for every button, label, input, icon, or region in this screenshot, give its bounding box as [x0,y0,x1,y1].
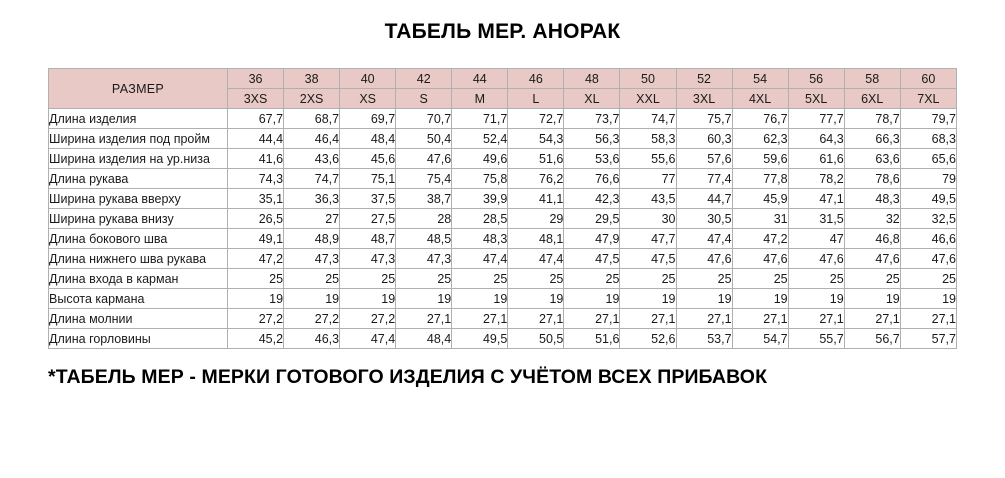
measurement-value: 19 [732,289,788,309]
measurement-value: 70,7 [396,109,452,129]
size-header-alpha: S [396,89,452,109]
size-header-numeric: 56 [788,69,844,89]
measurement-value: 75,8 [452,169,508,189]
measurement-value: 76,7 [732,109,788,129]
measurement-label: Ширина изделия на ур.низа [49,149,228,169]
measurement-value: 65,6 [900,149,956,169]
size-header-numeric: 52 [676,69,732,89]
measurement-value: 27,5 [340,209,396,229]
measurement-value: 49,5 [900,189,956,209]
table-row [49,269,957,289]
measurement-value: 77,4 [676,169,732,189]
measurement-value: 41,1 [508,189,564,209]
measurement-value: 77 [620,169,676,189]
measurement-value: 19 [508,289,564,309]
measurement-value: 76,2 [508,169,564,189]
table-row [49,289,957,309]
measurement-value: 55,6 [620,149,676,169]
measurement-value: 30 [620,209,676,229]
size-header-alpha: 4XL [732,89,788,109]
measurement-value: 25 [284,269,340,289]
table-row [49,169,957,189]
measurement-value: 48,5 [396,229,452,249]
measurement-value: 57,7 [900,329,956,349]
measurement-value: 47,9 [564,229,620,249]
measurement-value: 52,4 [452,129,508,149]
measurement-value: 55,7 [788,329,844,349]
measurement-value: 75,1 [340,169,396,189]
measurement-value: 19 [900,289,956,309]
measurement-label: Длина входа в карман [49,269,228,289]
measurement-value: 71,7 [452,109,508,129]
measurement-value: 32 [844,209,900,229]
size-header-numeric: 50 [620,69,676,89]
measurement-value: 51,6 [564,329,620,349]
size-table [48,68,957,349]
size-header-alpha: XS [340,89,396,109]
measurement-value: 58,3 [620,129,676,149]
size-header-alpha: XXL [620,89,676,109]
measurement-value: 27,1 [452,309,508,329]
measurement-value: 47,3 [340,249,396,269]
size-header-numeric: 58 [844,69,900,89]
size-header-numeric: 60 [900,69,956,89]
measurement-value: 47,3 [284,249,340,269]
measurement-value: 78,2 [788,169,844,189]
measurement-value: 47,4 [676,229,732,249]
measurement-value: 46,3 [284,329,340,349]
measurement-value: 47,5 [620,249,676,269]
measurement-value: 27,1 [620,309,676,329]
measurement-value: 19 [228,289,284,309]
measurement-value: 31,5 [788,209,844,229]
measurement-value: 35,1 [228,189,284,209]
measurement-value: 77,8 [732,169,788,189]
measurement-value: 43,6 [284,149,340,169]
measurement-value: 47,6 [676,249,732,269]
measurement-value: 47,2 [228,249,284,269]
measurement-value: 47 [788,229,844,249]
measurement-value: 47,6 [900,249,956,269]
table-body [49,109,957,349]
measurement-value: 27,2 [284,309,340,329]
measurement-value: 25 [676,269,732,289]
table-row [49,109,957,129]
size-header-numeric: 42 [396,69,452,89]
measurement-value: 25 [564,269,620,289]
measurement-value: 46,6 [900,229,956,249]
measurement-value: 19 [620,289,676,309]
size-header-alpha: M [452,89,508,109]
size-header-numeric: 38 [284,69,340,89]
measurement-value: 25 [228,269,284,289]
measurement-value: 27,1 [508,309,564,329]
measurement-value: 25 [452,269,508,289]
measurement-value: 77,7 [788,109,844,129]
measurement-value: 54,3 [508,129,564,149]
measurement-value: 45,6 [340,149,396,169]
table-row [49,209,957,229]
table-row [49,249,957,269]
measurement-value: 36,3 [284,189,340,209]
measurement-value: 44,4 [228,129,284,149]
measurement-value: 76,6 [564,169,620,189]
measurement-value: 46,4 [284,129,340,149]
measurement-value: 27,1 [396,309,452,329]
measurement-value: 47,4 [452,249,508,269]
measurement-value: 63,6 [844,149,900,169]
measurement-value: 73,7 [564,109,620,129]
measurement-value: 27,1 [676,309,732,329]
measurement-value: 54,7 [732,329,788,349]
measurement-value: 27,2 [340,309,396,329]
measurement-value: 49,1 [228,229,284,249]
measurement-value: 67,7 [228,109,284,129]
measurement-value: 25 [788,269,844,289]
table-corner-label: РАЗМЕР [49,69,228,109]
measurement-value: 19 [452,289,508,309]
measurement-value: 19 [284,289,340,309]
measurement-value: 27,1 [788,309,844,329]
table-row [49,189,957,209]
measurement-value: 47,2 [732,229,788,249]
size-header-numeric: 46 [508,69,564,89]
measurement-value: 78,7 [844,109,900,129]
size-header-numeric: 44 [452,69,508,89]
measurement-value: 48,3 [452,229,508,249]
measurement-value: 47,6 [396,149,452,169]
table-row [49,129,957,149]
measurement-value: 25 [844,269,900,289]
measurement-value: 48,9 [284,229,340,249]
measurement-value: 31 [732,209,788,229]
measurement-value: 45,2 [228,329,284,349]
measurement-value: 62,3 [732,129,788,149]
measurement-value: 46,8 [844,229,900,249]
measurement-value: 19 [396,289,452,309]
measurement-value: 25 [900,269,956,289]
size-table-container [48,68,957,349]
measurement-value: 25 [396,269,452,289]
table-header-row-numeric [49,69,957,89]
measurement-value: 25 [732,269,788,289]
measurement-value: 49,5 [452,329,508,349]
measurement-label: Длина молнии [49,309,228,329]
measurement-value: 56,7 [844,329,900,349]
measurement-value: 29,5 [564,209,620,229]
measurement-value: 27,1 [900,309,956,329]
measurement-value: 60,3 [676,129,732,149]
measurement-value: 19 [844,289,900,309]
measurement-value: 47,4 [340,329,396,349]
measurement-value: 19 [564,289,620,309]
measurement-value: 25 [508,269,564,289]
table-row [49,229,957,249]
measurement-value: 38,7 [396,189,452,209]
table-row [49,329,957,349]
measurement-value: 47,6 [732,249,788,269]
measurement-value: 51,6 [508,149,564,169]
measurement-value: 66,3 [844,129,900,149]
measurement-value: 47,6 [844,249,900,269]
measurement-value: 27,1 [844,309,900,329]
measurement-value: 75,4 [396,169,452,189]
table-header [49,69,957,109]
measurement-value: 48,7 [340,229,396,249]
measurement-value: 43,5 [620,189,676,209]
measurement-value: 47,5 [564,249,620,269]
measurement-value: 59,6 [732,149,788,169]
measurement-value: 27,1 [564,309,620,329]
measurement-value: 74,7 [284,169,340,189]
measurement-value: 44,7 [676,189,732,209]
measurement-value: 45,9 [732,189,788,209]
measurement-label: Длина горловины [49,329,228,349]
measurement-label: Длина бокового шва [49,229,228,249]
size-header-alpha: 2XS [284,89,340,109]
measurement-value: 30,5 [676,209,732,229]
document-page [0,20,1005,478]
measurement-value: 48,1 [508,229,564,249]
measurement-value: 50,4 [396,129,452,149]
measurement-value: 25 [340,269,396,289]
measurement-value: 25 [620,269,676,289]
measurement-value: 47,1 [788,189,844,209]
measurement-value: 69,7 [340,109,396,129]
measurement-value: 53,6 [564,149,620,169]
page-title: ТАБЕЛЬ МЕР. АНОРАК [384,20,621,43]
measurement-value: 68,3 [900,129,956,149]
measurement-value: 37,5 [340,189,396,209]
measurement-label: Длина рукава [49,169,228,189]
measurement-label: Высота кармана [49,289,228,309]
measurement-value: 27 [284,209,340,229]
table-row [49,149,957,169]
size-header-numeric: 40 [340,69,396,89]
measurement-value: 19 [676,289,732,309]
measurement-value: 19 [340,289,396,309]
size-header-alpha: L [508,89,564,109]
measurement-value: 48,4 [396,329,452,349]
measurement-label: Ширина рукава вверху [49,189,228,209]
measurement-value: 19 [788,289,844,309]
measurement-label: Ширина изделия под пройм [49,129,228,149]
measurement-value: 47,3 [396,249,452,269]
measurement-label: Ширина рукава внизу [49,209,228,229]
measurement-value: 26,5 [228,209,284,229]
measurement-value: 32,5 [900,209,956,229]
measurement-value: 41,6 [228,149,284,169]
measurement-value: 42,3 [564,189,620,209]
size-header-alpha: 7XL [900,89,956,109]
measurement-value: 75,7 [676,109,732,129]
measurement-value: 28,5 [452,209,508,229]
size-header-alpha: XL [564,89,620,109]
size-header-alpha: 5XL [788,89,844,109]
size-header-alpha: 3XS [228,89,284,109]
measurement-value: 74,3 [228,169,284,189]
measurement-label: Длина изделия [49,109,228,129]
measurement-value: 27,1 [732,309,788,329]
size-header-numeric: 48 [564,69,620,89]
size-header-alpha: 6XL [844,89,900,109]
measurement-value: 79 [900,169,956,189]
size-header-numeric: 36 [228,69,284,89]
measurement-value: 53,7 [676,329,732,349]
measurement-value: 52,6 [620,329,676,349]
measurement-value: 48,4 [340,129,396,149]
measurement-label: Длина нижнего шва рукава [49,249,228,269]
measurement-value: 78,6 [844,169,900,189]
measurement-value: 57,6 [676,149,732,169]
measurement-value: 56,3 [564,129,620,149]
size-header-alpha: 3XL [676,89,732,109]
measurement-value: 74,7 [620,109,676,129]
measurement-value: 39,9 [452,189,508,209]
measurement-value: 68,7 [284,109,340,129]
measurement-value: 79,7 [900,109,956,129]
measurement-value: 72,7 [508,109,564,129]
measurement-value: 28 [396,209,452,229]
measurement-value: 27,2 [228,309,284,329]
measurement-value: 50,5 [508,329,564,349]
measurement-value: 61,6 [788,149,844,169]
measurement-value: 48,3 [844,189,900,209]
measurement-value: 47,4 [508,249,564,269]
measurement-value: 49,6 [452,149,508,169]
table-row [49,309,957,329]
measurement-value: 64,3 [788,129,844,149]
measurement-value: 29 [508,209,564,229]
measurement-value: 47,6 [788,249,844,269]
footnote-text: *ТАБЕЛЬ МЕР - МЕРКИ ГОТОВОГО ИЗДЕЛИЯ С УЧЁТОМ ВСЕХ ПРИБАВОК [48,366,768,388]
measurement-value: 47,7 [620,229,676,249]
size-header-numeric: 54 [732,69,788,89]
